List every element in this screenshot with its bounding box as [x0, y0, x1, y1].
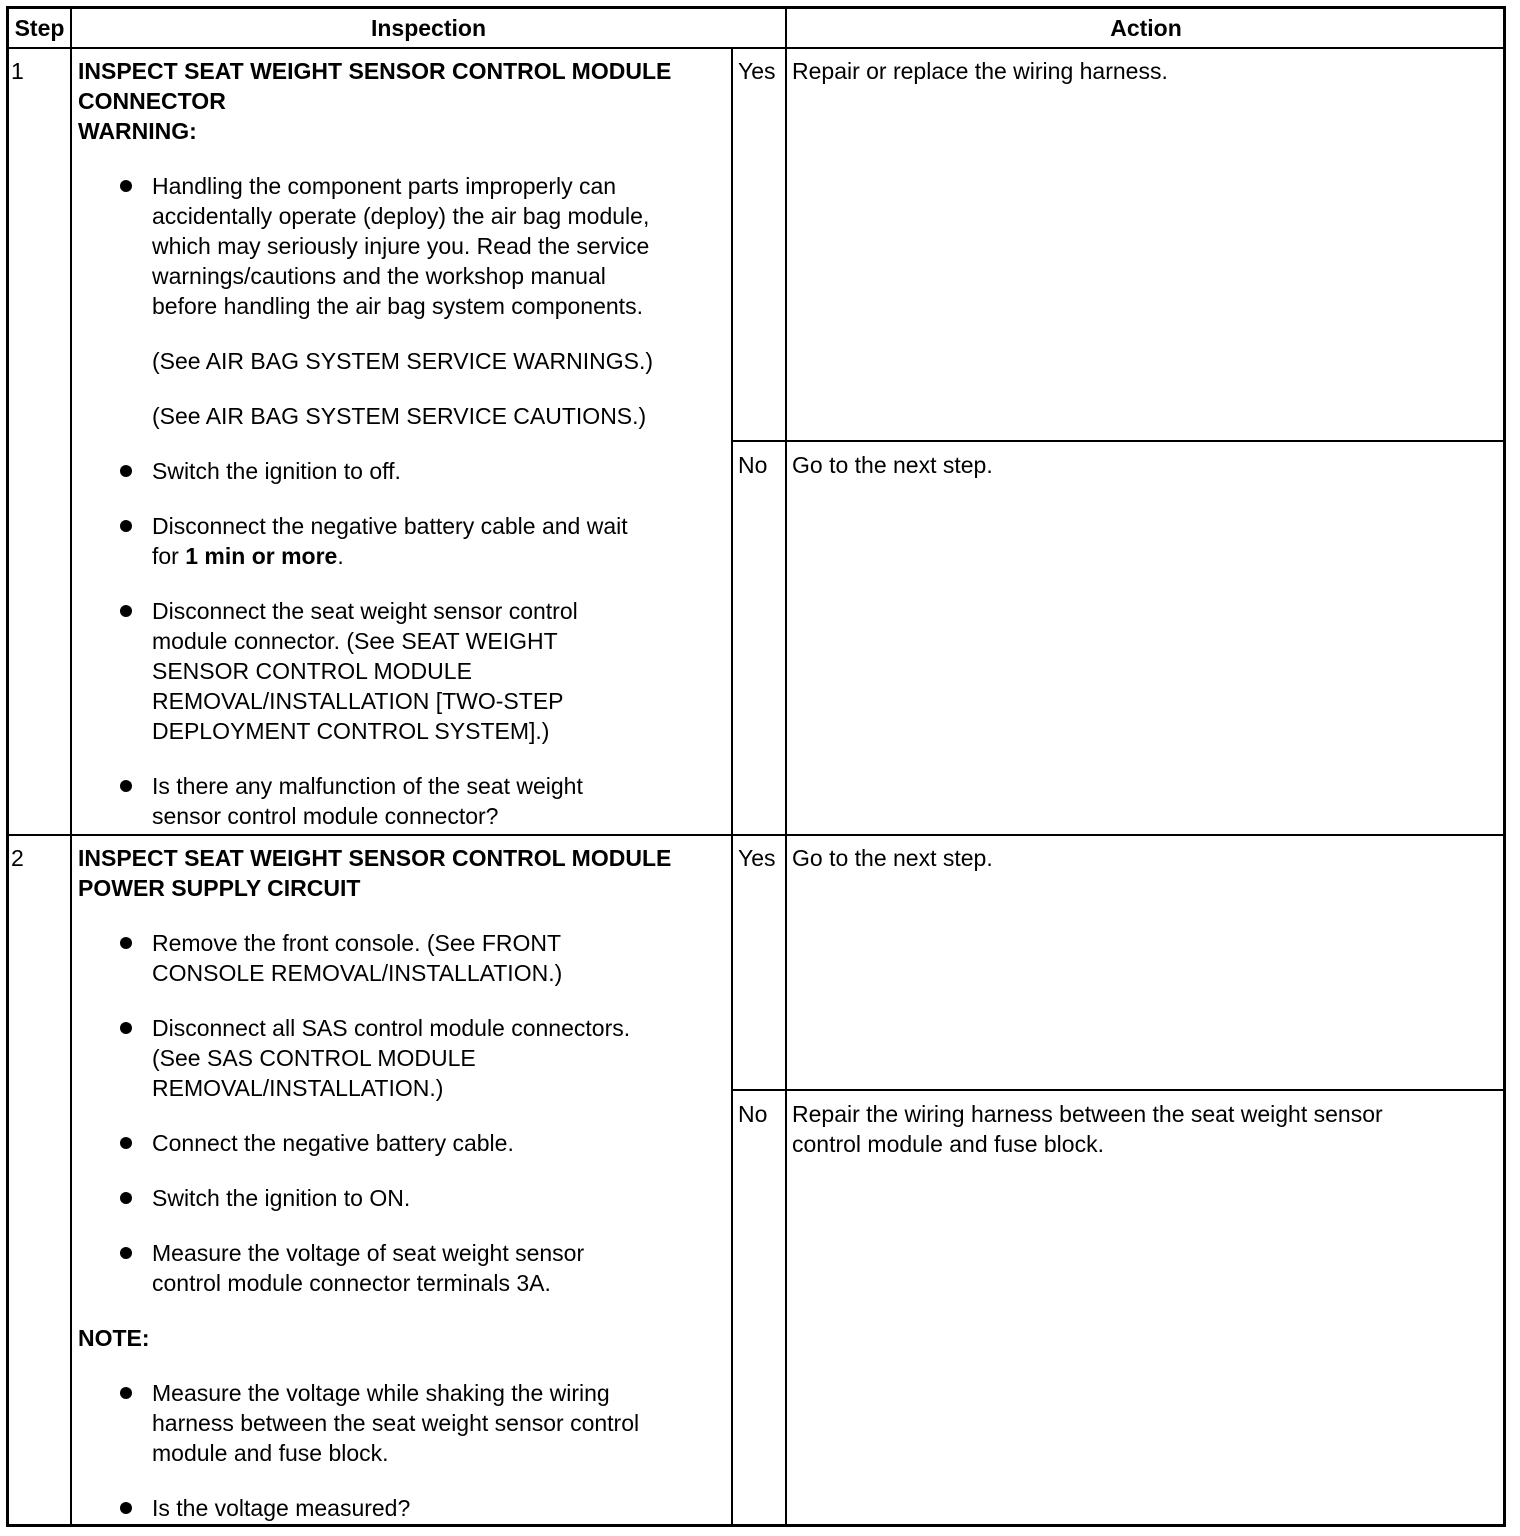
step1-bullet3-line2: for 1 min or more.	[152, 543, 344, 569]
step1-bullet3-line1: Disconnect the negative battery cable and wait	[152, 513, 628, 539]
step2-bullet1-line1: Remove the front console. (See FRONT	[152, 930, 562, 956]
step1-bullet1-line3: which may seriously injure you. Read the service	[152, 233, 650, 259]
bullet-icon	[120, 937, 132, 949]
step2-title-line2: POWER SUPPLY CIRCUIT	[78, 875, 361, 901]
column-divider-yesno	[731, 48, 733, 1526]
step2-no-label: No	[738, 1101, 768, 1127]
bullet-icon	[120, 1387, 132, 1399]
step2-yes-label: Yes	[738, 845, 776, 871]
step2-bullet3-line1: Connect the negative battery cable.	[152, 1130, 514, 1156]
step2-bullet1-line2: CONSOLE REMOVAL/INSTALLATION.)	[152, 960, 563, 986]
step2-bullet5-line1: Measure the voltage of seat weight sensor	[152, 1240, 585, 1266]
bullet-icon	[120, 1502, 132, 1514]
step1-see-warnings: (See AIR BAG SYSTEM SERVICE WARNINGS.)	[152, 348, 654, 374]
step1-yes-action: Repair or replace the wiring harness.	[792, 58, 1168, 84]
step2-title-line1: INSPECT SEAT WEIGHT SENSOR CONTROL MODULE	[78, 845, 672, 871]
step2-note-label: NOTE:	[78, 1325, 150, 1351]
column-divider-step	[70, 8, 72, 1526]
row1-yesno-divider	[731, 440, 1506, 442]
header-inspection: Inspection	[370, 15, 486, 41]
bullet-icon	[120, 780, 132, 792]
step-number-1: 1	[11, 58, 24, 84]
step2-yes-action: Go to the next step.	[792, 845, 993, 871]
step1-bullet5-line2: sensor control module connector?	[152, 803, 499, 829]
step2-bullet2-line1: Disconnect all SAS control module connectors.	[152, 1015, 631, 1041]
column-divider-action	[785, 8, 787, 1526]
step2-bullet2-line2: (See SAS CONTROL MODULE	[152, 1045, 476, 1071]
step1-bullet5-line1: Is there any malfunction of the seat weight	[152, 773, 583, 799]
header-step: Step	[14, 15, 65, 41]
step1-bullet4-line3: SENSOR CONTROL MODULE	[152, 658, 472, 684]
row2-yesno-divider	[731, 1089, 1506, 1091]
step1-bullet4-line2: module connector. (See SEAT WEIGHT	[152, 628, 558, 654]
bullet-icon	[120, 1192, 132, 1204]
step1-bullet4-line1: Disconnect the seat weight sensor control	[152, 598, 578, 624]
bullet-icon	[120, 180, 132, 192]
header-action: Action	[1110, 15, 1182, 41]
bullet-icon	[120, 520, 132, 532]
step2-bullet6-line2: harness between the seat weight sensor control	[152, 1410, 640, 1436]
step1-no-label: No	[738, 452, 768, 478]
step-number-2: 2	[11, 845, 24, 871]
bullet-icon	[120, 465, 132, 477]
step2-bullet7-line1: Is the voltage measured?	[152, 1495, 411, 1521]
step2-bullet6-line1: Measure the voltage while shaking the wiring	[152, 1380, 610, 1406]
row-divider	[8, 834, 1506, 836]
step1-bullet1-line2: accidentally operate (deploy) the air bag module,	[152, 203, 650, 229]
step1-bullet1-line5: before handling the air bag system components.	[152, 293, 643, 319]
step2-bullet4-line1: Switch the ignition to ON.	[152, 1185, 411, 1211]
bullet-icon	[120, 1137, 132, 1149]
bullet-icon	[120, 1022, 132, 1034]
step2-bullet6-line3: module and fuse block.	[152, 1440, 389, 1466]
step1-bullet4-line4: REMOVAL/INSTALLATION [TWO-STEP	[152, 688, 564, 714]
step2-bullet2-line3: REMOVAL/INSTALLATION.)	[152, 1075, 444, 1101]
step1-yes-label: Yes	[738, 58, 776, 84]
bullet-icon	[120, 605, 132, 617]
step2-no-action-line2: control module and fuse block.	[792, 1131, 1104, 1157]
step1-bullet2-line1: Switch the ignition to off.	[152, 458, 401, 484]
step1-title-line1: INSPECT SEAT WEIGHT SENSOR CONTROL MODULE	[78, 58, 672, 84]
step1-see-cautions: (See AIR BAG SYSTEM SERVICE CAUTIONS.)	[152, 403, 647, 429]
step1-title-line2: CONNECTOR	[78, 88, 226, 114]
step1-bullet1-line1: Handling the component parts improperly can	[152, 173, 617, 199]
bullet-icon	[120, 1247, 132, 1259]
step1-no-action: Go to the next step.	[792, 452, 993, 478]
step1-bullet1-line4: warnings/cautions and the workshop manual	[152, 263, 606, 289]
step2-bullet5-line2: control module connector terminals 3A.	[152, 1270, 551, 1296]
step1-bullet4-line5: DEPLOYMENT CONTROL SYSTEM].)	[152, 718, 550, 744]
step2-no-action-line1: Repair the wiring harness between the seat weight sensor	[792, 1101, 1383, 1127]
step1-warning-label: WARNING:	[78, 118, 197, 144]
